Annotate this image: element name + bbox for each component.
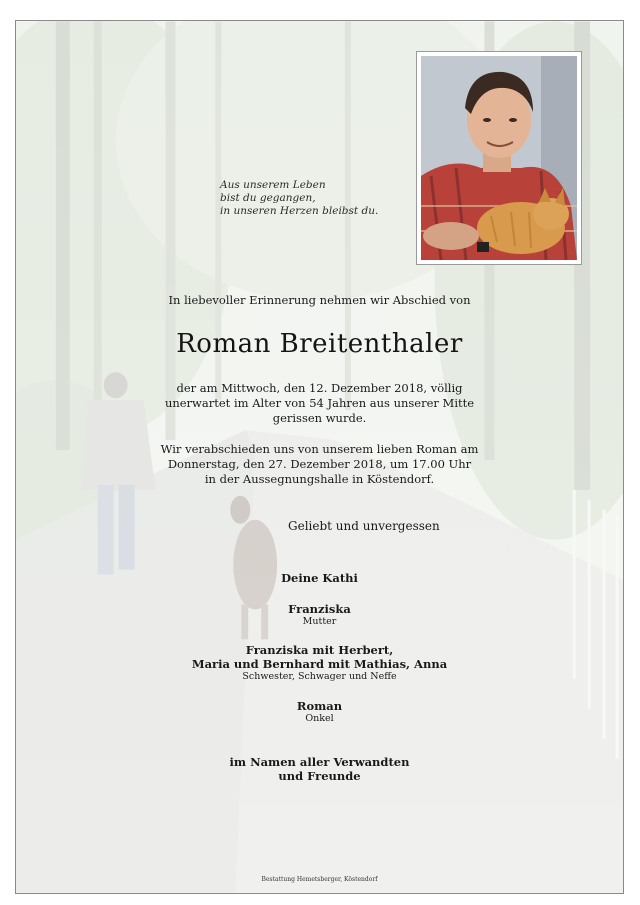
mourner-name: Maria und Bernhard mit Mathias, Anna bbox=[191, 657, 448, 671]
funeral-home-footer: Bestattung Hemetsberger, Köstendorf bbox=[261, 876, 378, 883]
mourner-group bbox=[16, 571, 623, 585]
closing-line: im Namen aller Verwandten bbox=[229, 755, 410, 769]
funeral-notice-text bbox=[16, 442, 623, 487]
memorial-quote bbox=[220, 179, 420, 218]
mourner-relation: Mutter bbox=[302, 616, 337, 627]
obituary-card bbox=[15, 20, 624, 894]
text-line: gerissen wurde. bbox=[272, 411, 367, 425]
intro-text: In liebevoller Erinnerung nehmen wir Abschied von bbox=[168, 293, 471, 307]
text-line: unerwartet im Alter von 54 Jahren aus unserer Mitte bbox=[164, 396, 475, 410]
text-line: Donnerstag, den 27. Dezember 2018, um 17.00 Uhr bbox=[167, 457, 472, 471]
portrait-photo bbox=[416, 51, 582, 265]
mourner-group bbox=[16, 699, 623, 725]
mourner-name: Deine Kathi bbox=[281, 571, 358, 585]
closing-text bbox=[16, 755, 623, 783]
quote-line: Aus unserem Leben bbox=[220, 179, 326, 191]
death-notice-text bbox=[16, 381, 623, 426]
mourner-name: Roman bbox=[296, 699, 343, 713]
motto-text: Geliebt und unvergessen bbox=[288, 519, 440, 533]
mourner-name: Franziska bbox=[288, 602, 351, 616]
mourner-group bbox=[16, 602, 623, 628]
text-line: der am Mittwoch, den 12. Dezember 2018, völlig bbox=[176, 381, 463, 395]
closing-line: und Freunde bbox=[278, 769, 361, 783]
deceased-name: Roman Breitenthaler bbox=[176, 329, 463, 359]
mourner-relation: Schwester, Schwager und Neffe bbox=[242, 671, 397, 682]
portrait-image bbox=[421, 56, 577, 260]
text-line: in der Aussegnungshalle in Köstendorf. bbox=[204, 472, 435, 486]
text-line: Wir verabschieden uns von unserem lieben Roman am bbox=[160, 442, 479, 456]
mourner-group bbox=[16, 643, 623, 683]
quote-line: in unseren Herzen bleibst du. bbox=[220, 205, 379, 217]
quote-line: bist du gegangen, bbox=[220, 192, 316, 204]
mourner-relation: Onkel bbox=[305, 713, 334, 724]
mourner-name: Franziska mit Herbert, bbox=[245, 643, 394, 657]
